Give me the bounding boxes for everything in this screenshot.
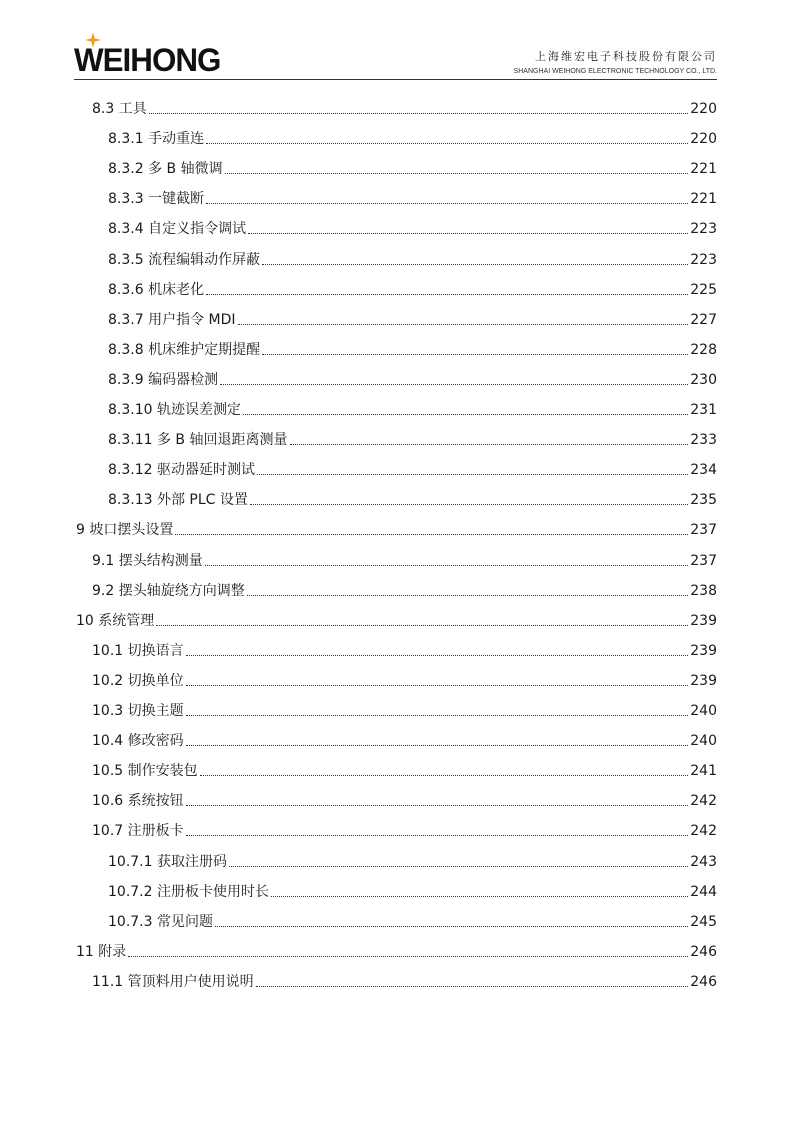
toc-entry-number: 10.2	[92, 672, 128, 689]
company-name-cn: 上海维宏电子科技股份有限公司	[535, 50, 717, 63]
toc-entry-page: 233	[690, 432, 717, 449]
toc-entry-page: 240	[690, 703, 717, 719]
toc-entry-title: 获取注册码	[156, 853, 227, 870]
toc-entry-page: 223	[690, 251, 717, 268]
toc-entry-page: 245	[690, 913, 717, 930]
toc-dot-leader	[262, 264, 688, 265]
toc-entry-title: 附录	[98, 943, 127, 960]
toc-entry-number: 8.3	[92, 101, 119, 117]
toc-entry-number: 8.3.3	[108, 191, 149, 208]
toc-entry-page: 239	[690, 642, 717, 659]
toc-entry[interactable]	[92, 698, 717, 720]
toc-entry[interactable]	[92, 969, 717, 991]
toc-entry[interactable]	[92, 578, 717, 600]
toc-entry-page: 235	[690, 492, 717, 509]
toc-entry-number: 8.3.4	[108, 221, 149, 238]
toc-entry-title: 切换语言	[127, 642, 184, 659]
toc-entry-number: 8.3.12	[108, 462, 157, 479]
toc-entry-page: 221	[690, 191, 717, 208]
toc-entry-title: 多 B 轴微调	[148, 161, 223, 178]
toc-entry-title: 切换单位	[127, 672, 184, 689]
toc-entry-number: 8.3.8	[108, 341, 149, 358]
toc-entry-number: 11	[76, 943, 99, 960]
toc-entry-title: 摆头轴旋绕方向调整	[118, 582, 245, 599]
toc-dot-leader	[206, 203, 688, 204]
toc-entry[interactable]	[92, 728, 717, 750]
toc-entry[interactable]	[108, 367, 717, 389]
toc-entry-title: 制作安装包	[127, 763, 198, 780]
toc-dot-leader	[186, 655, 689, 656]
toc-entry[interactable]	[76, 608, 717, 630]
toc-entry-page: 228	[690, 341, 717, 358]
toc-entry-title: 工具	[118, 101, 147, 117]
toc-entry-number: 8.3.13	[108, 492, 157, 509]
toc-entry-title: 注册板卡	[127, 823, 184, 840]
toc-dot-leader	[257, 474, 688, 475]
toc-entry[interactable]	[108, 277, 717, 299]
toc-entry-title: 一键截断	[148, 191, 205, 208]
toc-entry-title: 多 B 轴回退距离测量	[156, 432, 288, 449]
toc-dot-leader	[200, 775, 689, 776]
toc-entry-title: 系统管理	[98, 612, 155, 629]
toc-entry-number: 8.3.9	[108, 371, 149, 388]
toc-dot-leader	[206, 294, 688, 295]
toc-entry-number: 9	[76, 522, 90, 539]
toc-dot-leader	[290, 444, 689, 445]
toc-entry[interactable]	[108, 186, 717, 208]
toc-entry[interactable]	[108, 307, 717, 329]
toc-entry[interactable]	[92, 638, 717, 660]
toc-entry-number: 10.7.1	[108, 853, 157, 870]
toc-entry-number: 10.5	[92, 763, 128, 780]
toc-entry-page: 242	[690, 793, 717, 810]
toc-entry-title: 机床维护定期提醒	[148, 341, 261, 358]
toc-entry-page: 241	[690, 763, 717, 780]
toc-entry-title: 流程编辑动作屏蔽	[148, 251, 261, 268]
toc-entry[interactable]	[92, 548, 717, 570]
toc-dot-leader	[248, 233, 688, 234]
toc-entry-page: 238	[690, 582, 717, 599]
toc-dot-leader	[186, 745, 689, 746]
toc-entry-number: 8.3.10	[108, 402, 157, 418]
toc-entry-page: 230	[690, 371, 717, 388]
toc-entry-title: 常见问题	[156, 913, 213, 930]
company-name	[514, 50, 717, 77]
toc-dot-leader	[271, 896, 688, 897]
toc-entry-page: 221	[690, 161, 717, 178]
toc-entry-number: 10.7.2	[108, 883, 157, 900]
toc-entry-page: 246	[690, 973, 717, 990]
toc-entry-page: 240	[690, 733, 717, 750]
logo-text: WEIHONG	[74, 42, 221, 78]
toc-entry-title: 自定义指令调试	[148, 221, 247, 238]
toc-dot-leader	[128, 956, 688, 957]
toc-entry-number: 10.6	[92, 793, 128, 810]
toc-entry-title: 系统按钮	[127, 793, 184, 810]
toc-entry-number: 8.3.1	[108, 131, 149, 148]
toc-entry[interactable]	[108, 156, 717, 178]
toc-entry-number: 9.2	[92, 582, 119, 599]
toc-entry-page: 239	[690, 612, 717, 629]
toc-entry[interactable]	[108, 337, 717, 359]
toc-entry-title: 用户指令 MDI	[148, 311, 236, 328]
toc-entry-title: 管顶料用户使用说明	[127, 973, 254, 990]
toc-entry-title: 注册板卡使用时长	[156, 883, 269, 900]
toc-entry[interactable]	[108, 247, 717, 269]
toc-entry-page: 246	[690, 943, 717, 960]
toc-entry[interactable]	[108, 487, 717, 509]
toc-entry-title: 外部 PLC 设置	[156, 492, 248, 509]
toc-dot-leader	[205, 565, 689, 566]
toc-entry-page: 237	[690, 522, 717, 539]
toc-entry-page: 225	[690, 281, 717, 298]
toc-entry-number: 11.1	[92, 973, 128, 990]
header-divider	[74, 79, 717, 80]
toc-entry-title: 编码器检测	[148, 371, 219, 388]
toc-entry[interactable]	[108, 427, 717, 449]
toc-entry-page: 227	[690, 311, 717, 328]
toc-dot-leader	[186, 715, 689, 716]
toc-entry[interactable]	[92, 818, 717, 840]
toc-dot-leader	[229, 866, 688, 867]
toc-entry[interactable]	[108, 909, 717, 931]
toc-dot-leader	[175, 534, 688, 535]
toc-entry[interactable]	[108, 216, 717, 238]
toc-entry-page: 242	[690, 823, 717, 840]
toc-entry-title: 驱动器延时测试	[156, 462, 255, 479]
toc-entry[interactable]	[76, 517, 717, 539]
toc-entry[interactable]	[92, 668, 717, 690]
toc-dot-leader	[186, 805, 689, 806]
toc-entry-page: 244	[690, 883, 717, 900]
toc-entry-page: 239	[690, 672, 717, 689]
toc-dot-leader	[186, 685, 689, 686]
toc-entry-number: 10.7	[92, 823, 128, 840]
toc-entry-number: 8.3.7	[108, 311, 149, 328]
toc-entry[interactable]	[92, 758, 717, 780]
toc-dot-leader	[206, 143, 688, 144]
toc-entry-title: 机床老化	[148, 281, 205, 298]
toc-entry-page: 231	[690, 402, 717, 418]
toc-entry-title: 切换主题	[127, 703, 184, 719]
toc-entry-number: 10.1	[92, 642, 128, 659]
toc-entry[interactable]	[108, 457, 717, 479]
toc-entry[interactable]	[76, 939, 717, 961]
toc-entry-number: 8.3.6	[108, 281, 149, 298]
toc-dot-leader	[156, 625, 688, 626]
toc-entry-page: 234	[690, 462, 717, 479]
toc-entry-number: 10	[76, 612, 99, 629]
toc-entry-number: 8.3.11	[108, 432, 157, 449]
toc-entry-title: 手动重连	[148, 131, 205, 148]
toc-dot-leader	[250, 504, 688, 505]
toc-entry-page: 220	[690, 131, 717, 148]
toc-dot-leader	[243, 414, 688, 415]
toc-entry[interactable]	[108, 397, 717, 419]
toc-entry-page: 237	[690, 552, 717, 569]
page-header	[0, 0, 793, 82]
toc-entry-number: 8.3.2	[108, 161, 149, 178]
toc-entry-number: 10.4	[92, 733, 128, 750]
toc-entry[interactable]	[92, 788, 717, 810]
toc-dot-leader	[149, 113, 689, 114]
toc-entry-title: 修改密码	[127, 733, 184, 750]
toc-dot-leader	[215, 926, 688, 927]
toc-dot-leader	[225, 173, 689, 174]
toc-dot-leader	[247, 595, 689, 596]
toc-entry[interactable]	[108, 126, 717, 148]
toc-entry-page: 243	[690, 853, 717, 870]
toc-entry-page: 220	[690, 101, 717, 117]
toc-entry-number: 8.3.5	[108, 251, 149, 268]
toc-dot-leader	[220, 384, 688, 385]
toc-entry-number: 9.1	[92, 552, 119, 569]
toc-dot-leader	[186, 835, 689, 836]
toc-entry-number: 10.7.3	[108, 913, 157, 930]
toc-entry[interactable]	[92, 96, 717, 118]
toc-entry[interactable]	[108, 879, 717, 901]
toc-entry-title: 坡口摆头设置	[89, 522, 174, 539]
toc-entry-number: 10.3	[92, 703, 128, 719]
toc-dot-leader	[238, 324, 689, 325]
company-name-en: SHANGHAI WEIHONG ELECTRONIC TECHNOLOGY CO., LTD.	[513, 68, 717, 75]
toc-entry-page: 223	[690, 221, 717, 238]
toc-entry-title: 轨迹误差测定	[156, 402, 241, 418]
toc-entry[interactable]	[108, 849, 717, 871]
toc-dot-leader	[256, 986, 689, 987]
toc-entry-title: 摆头结构测量	[118, 552, 203, 569]
toc-dot-leader	[262, 354, 688, 355]
